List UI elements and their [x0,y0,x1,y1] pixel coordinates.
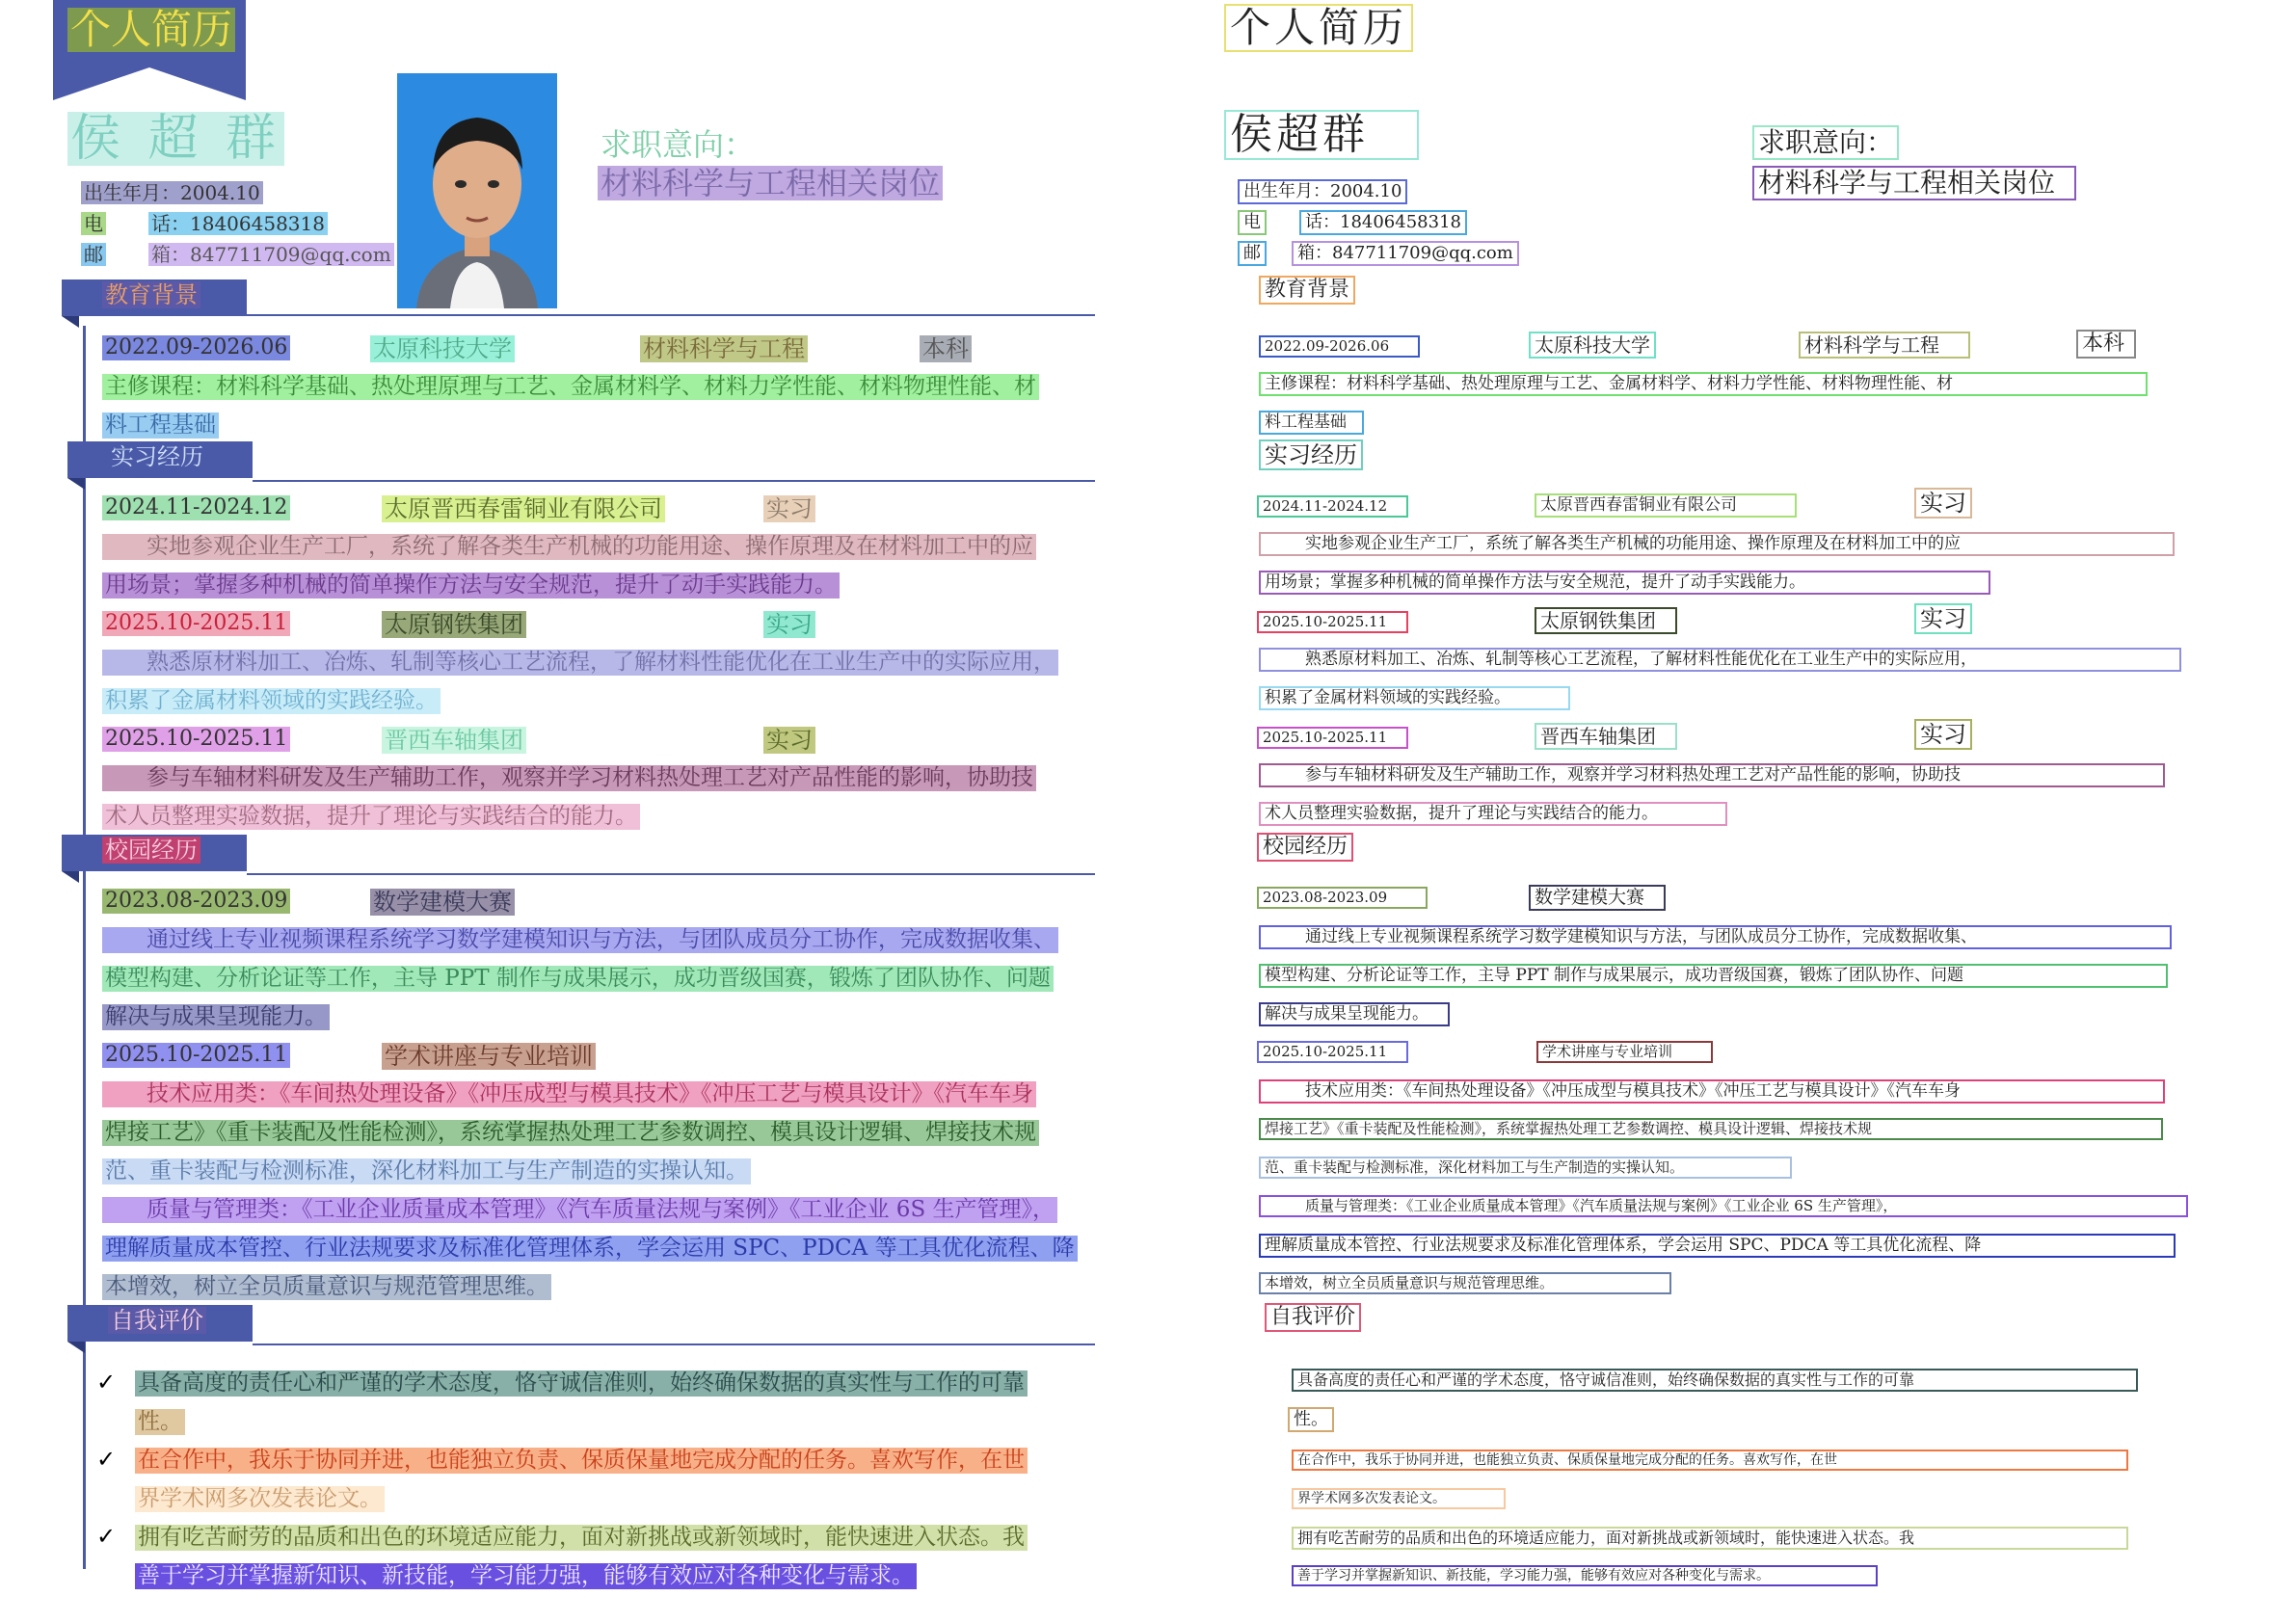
check-icon: ✓ [96,1523,117,1550]
plain-campus-title: 校园经历 [1257,833,1353,862]
internship-3-company: 晋西车轴集团 [382,727,526,754]
self-eval-1-line2: 性。 [135,1409,185,1435]
self-eval-2-line2: 界学术网多次发表论文。 [135,1486,385,1512]
plain-self-eval-2-line1: 在合作中，我乐于协同并进，也能独立负责、保质保量地完成分配的任务。喜欢写作，在世 [1292,1450,2128,1471]
plain-internship-1-desc-line1: 实地参观企业生产工厂，系统了解各类生产机械的功能用途、操作原理及在材料加工中的应 [1259,532,2175,556]
plain-education-title: 教育背景 [1259,276,1355,305]
campus-1-period: 2023.08-2023.09 [102,889,290,914]
plain-education-school: 太原科技大学 [1529,332,1656,359]
campus-2-line6: 本增效，树立全员质量意识与规范管理思维。 [102,1274,551,1300]
plain-internship-3-period: 2025.10-2025.11 [1257,727,1408,749]
plain-self-eval-title: 自我评价 [1265,1303,1361,1332]
plain-campus-2-line3: 范、重卡装配与检测标准，深化材料加工与生产制造的实操认知。 [1259,1157,1792,1179]
profile-photo [397,73,557,308]
plain-job-intention-label: 求职意向： [1752,125,1899,160]
self-eval-2-line1: 在合作中，我乐于协同并进，也能独立负责、保质保量地完成分配的任务。喜欢写作，在世 [135,1448,1028,1474]
internship-1-role: 实习 [763,495,815,522]
education-section-title: 教育背景 [102,281,200,308]
plain-candidate-name: 侯超群 [1224,110,1419,160]
check-icon: ✓ [96,1369,117,1396]
plain-self-eval-2-line2: 界学术网多次发表论文。 [1292,1488,1506,1509]
plain-campus-1-activity: 数学建模大赛 [1529,885,1666,911]
plain-campus-2-line4: 质量与管理类：《工业企业质量成本管理》《汽车质量法规与案例》《工业企业 6S 生产管理》， [1259,1195,2188,1217]
plain-job-intention-value: 材料科学与工程相关岗位 [1752,166,2076,200]
plain-internship-1-period: 2024.11-2024.12 [1257,495,1408,518]
plain-self-eval-1-line2: 性。 [1288,1407,1334,1432]
job-intention-label: 求职意向： [601,126,756,163]
plain-campus-1-line2: 模型构建、分析论证等工作，主导 PPT 制作与成果展示，成功晋级国赛，锻炼了团队协作、问题 [1259,964,2168,988]
phone-label: 电 [81,212,106,235]
plain-education-degree: 本科 [2076,330,2136,359]
campus-2-line4: 质量与管理类：《工业企业质量成本管理》《汽车质量法规与案例》《工业企业 6S 生产管理》， [102,1197,1057,1223]
plain-campus-2-activity: 学术讲座与专业培训 [1536,1041,1713,1063]
internship-3-desc-line2: 术人员整理实验数据，提升了理论与实践结合的能力。 [102,804,640,830]
campus-1-activity: 数学建模大赛 [370,889,515,916]
campus-1-line1: 通过线上专业视频课程系统学习数学建模知识与方法，与团队成员分工协作，完成数据收集、 [102,927,1058,953]
email-label: 邮 [81,243,106,266]
self-eval-section-title: 自我评价 [108,1307,206,1334]
internship-2-desc-line2: 积累了金属材料领域的实践经验。 [102,688,441,714]
plain-resume-title: 个人简历 [1224,4,1413,52]
birth-date: 出生年月：2004.10 [81,181,263,204]
resume-highlighted-view [0,0,1118,1623]
internship-1-period: 2024.11-2024.12 [102,495,290,520]
plain-campus-2-period: 2025.10-2025.11 [1257,1041,1408,1063]
resume-title: 个人简历 [67,8,235,52]
self-eval-1-line1: 具备高度的责任心和严谨的学术态度，恪守诚信准则，始终确保数据的真实性与工作的可靠 [135,1370,1028,1397]
plain-internship-1-company: 太原晋西春雷铜业有限公司 [1535,493,1797,518]
internship-1-desc-line1: 实地参观企业生产工厂，系统了解各类生产机械的功能用途、操作原理及在材料加工中的应 [102,534,1036,560]
internship-1-company: 太原晋西春雷铜业有限公司 [382,495,665,522]
plain-phone-value: 话：18406458318 [1299,210,1467,235]
campus-2-line3: 范、重卡装配与检测标准，深化材料加工与生产制造的实操认知。 [102,1158,751,1184]
plain-internship-title: 实习经历 [1259,439,1363,470]
plain-campus-2-line6: 本增效，树立全员质量意识与规范管理思维。 [1259,1272,1671,1294]
internship-2-company: 太原钢铁集团 [382,611,526,638]
education-courses-line2: 料工程基础 [102,412,219,439]
internship-3-role: 实习 [763,727,815,754]
plain-internship-2-desc-line2: 积累了金属材料领域的实践经验。 [1259,686,1570,710]
plain-campus-1-line3: 解决与成果呈现能力。 [1259,1002,1450,1026]
plain-campus-1-period: 2023.08-2023.09 [1257,887,1428,909]
internship-2-desc-line1: 熟悉原材料加工、冶炼、轧制等核心工艺流程，了解材料性能优化在工业生产中的实际应用， [102,650,1058,676]
plain-campus-2-line1: 技术应用类：《车间热处理设备》《冲压成型与模具技术》《冲压工艺与模具设计》《汽车车身 [1259,1079,2165,1104]
education-school: 太原科技大学 [370,335,515,362]
internship-3-period: 2025.10-2025.11 [102,727,290,752]
plain-internship-1-role: 实习 [1914,488,1972,519]
plain-internship-2-role: 实习 [1914,603,1972,634]
plain-internship-1-desc-line2: 用场景；掌握多种机械的简单操作方法与安全规范，提升了动手实践能力。 [1259,571,1990,595]
plain-education-period: 2022.09-2026.06 [1259,335,1420,358]
education-major: 材料科学与工程 [640,335,808,362]
plain-phone-label: 电 [1238,210,1267,235]
internship-2-role: 实习 [763,611,815,638]
plain-campus-2-line2: 焊接工艺》《重卡装配及性能检测》，系统掌握热处理工艺参数调控、模具设计逻辑、焊接技术规 [1259,1118,2163,1140]
campus-2-activity: 学术讲座与专业培训 [382,1043,596,1070]
internship-3-desc-line1: 参与车轴材料研发及生产辅助工作，观察并学习材料热处理工艺对产品性能的影响，协助技 [102,765,1036,791]
campus-2-line5: 理解质量成本管控、行业法规要求及标准化管理体系，学会运用 SPC、PDCA 等工具优化流程、降 [102,1236,1078,1262]
education-degree: 本科 [920,335,972,362]
education-courses-line1: 主修课程：材料科学基础、热处理原理与工艺、金属材料学、材料力学性能、材料物理性能、材 [102,374,1039,400]
education-period: 2022.09-2026.06 [102,335,290,360]
plain-internship-3-company: 晋西车轴集团 [1535,723,1677,750]
plain-self-eval-3-line2: 善于学习并掌握新知识、新技能，学习能力强，能够有效应对各种变化与需求。 [1292,1565,1878,1586]
plain-internship-3-role: 实习 [1914,719,1972,750]
plain-campus-2-line5: 理解质量成本管控、行业法规要求及标准化管理体系，学会运用 SPC、PDCA 等工具优化流程、降 [1259,1234,2176,1258]
plain-internship-2-desc-line1: 熟悉原材料加工、冶炼、轧制等核心工艺流程，了解材料性能优化在工业生产中的实际应用， [1259,648,2181,672]
internship-1-desc-line2: 用场景；掌握多种机械的简单操作方法与安全规范，提升了动手实践能力。 [102,572,840,599]
job-intention-value: 材料科学与工程相关岗位 [598,166,943,200]
plain-self-eval-3-line1: 拥有吃苦耐劳的品质和出色的环境适应能力，面对新挑战或新领域时，能快速进入状态。我 [1292,1527,2128,1550]
internship-section-title: 实习经历 [108,443,206,470]
plain-education-courses-line2: 料工程基础 [1259,411,1364,435]
resume-plain-view [1195,0,2296,1623]
campus-1-line2: 模型构建、分析论证等工作，主导 PPT 制作与成果展示，成功晋级国赛，锻炼了团队协作、问题 [102,966,1054,992]
title-banner-tail [53,67,246,100]
internship-2-period: 2025.10-2025.11 [102,611,290,636]
plain-self-eval-1-line1: 具备高度的责任心和严谨的学术态度，恪守诚信准则，始终确保数据的真实性与工作的可靠 [1292,1369,2138,1392]
plain-education-major: 材料科学与工程 [1799,332,1970,359]
plain-internship-3-desc-line2: 术人员整理实验数据，提升了理论与实践结合的能力。 [1259,802,1727,826]
campus-2-line2: 焊接工艺》《重卡装配及性能检测》，系统掌握热处理工艺参数调控、模具设计逻辑、焊接技术规 [102,1120,1039,1146]
self-eval-3-line1: 拥有吃苦耐劳的品质和出色的环境适应能力，面对新挑战或新领域时，能快速进入状态。我 [135,1525,1028,1551]
plain-email-value: 箱：847711709@qq.com [1292,241,1519,266]
campus-2-period: 2025.10-2025.11 [102,1043,290,1068]
campus-section-title: 校园经历 [102,837,200,864]
plain-internship-2-period: 2025.10-2025.11 [1257,611,1408,633]
campus-1-line3: 解决与成果呈现能力。 [102,1004,330,1030]
candidate-name: 侯 超 群 [67,112,284,166]
plain-education-courses-line1: 主修课程：材料科学基础、热处理原理与工艺、金属材料学、材料力学性能、材料物理性能、材 [1259,372,2148,396]
campus-2-line1: 技术应用类：《车间热处理设备》《冲压成型与模具技术》《冲压工艺与模具设计》《汽车车身 [102,1081,1036,1107]
plain-birth-date: 出生年月：2004.10 [1238,179,1407,204]
plain-internship-2-company: 太原钢铁集团 [1535,607,1677,634]
plain-internship-3-desc-line1: 参与车轴材料研发及生产辅助工作，观察并学习材料热处理工艺对产品性能的影响，协助技 [1259,763,2165,787]
check-icon: ✓ [96,1446,117,1473]
email-value: 箱：847711709@qq.com [148,243,394,266]
plain-email-label: 邮 [1238,241,1267,266]
plain-campus-1-line1: 通过线上专业视频课程系统学习数学建模知识与方法，与团队成员分工协作，完成数据收集、 [1259,925,2172,949]
phone-value: 话：18406458318 [148,212,328,235]
self-eval-3-line2: 善于学习并掌握新知识、新技能，学习能力强，能够有效应对各种变化与需求。 [135,1563,917,1589]
